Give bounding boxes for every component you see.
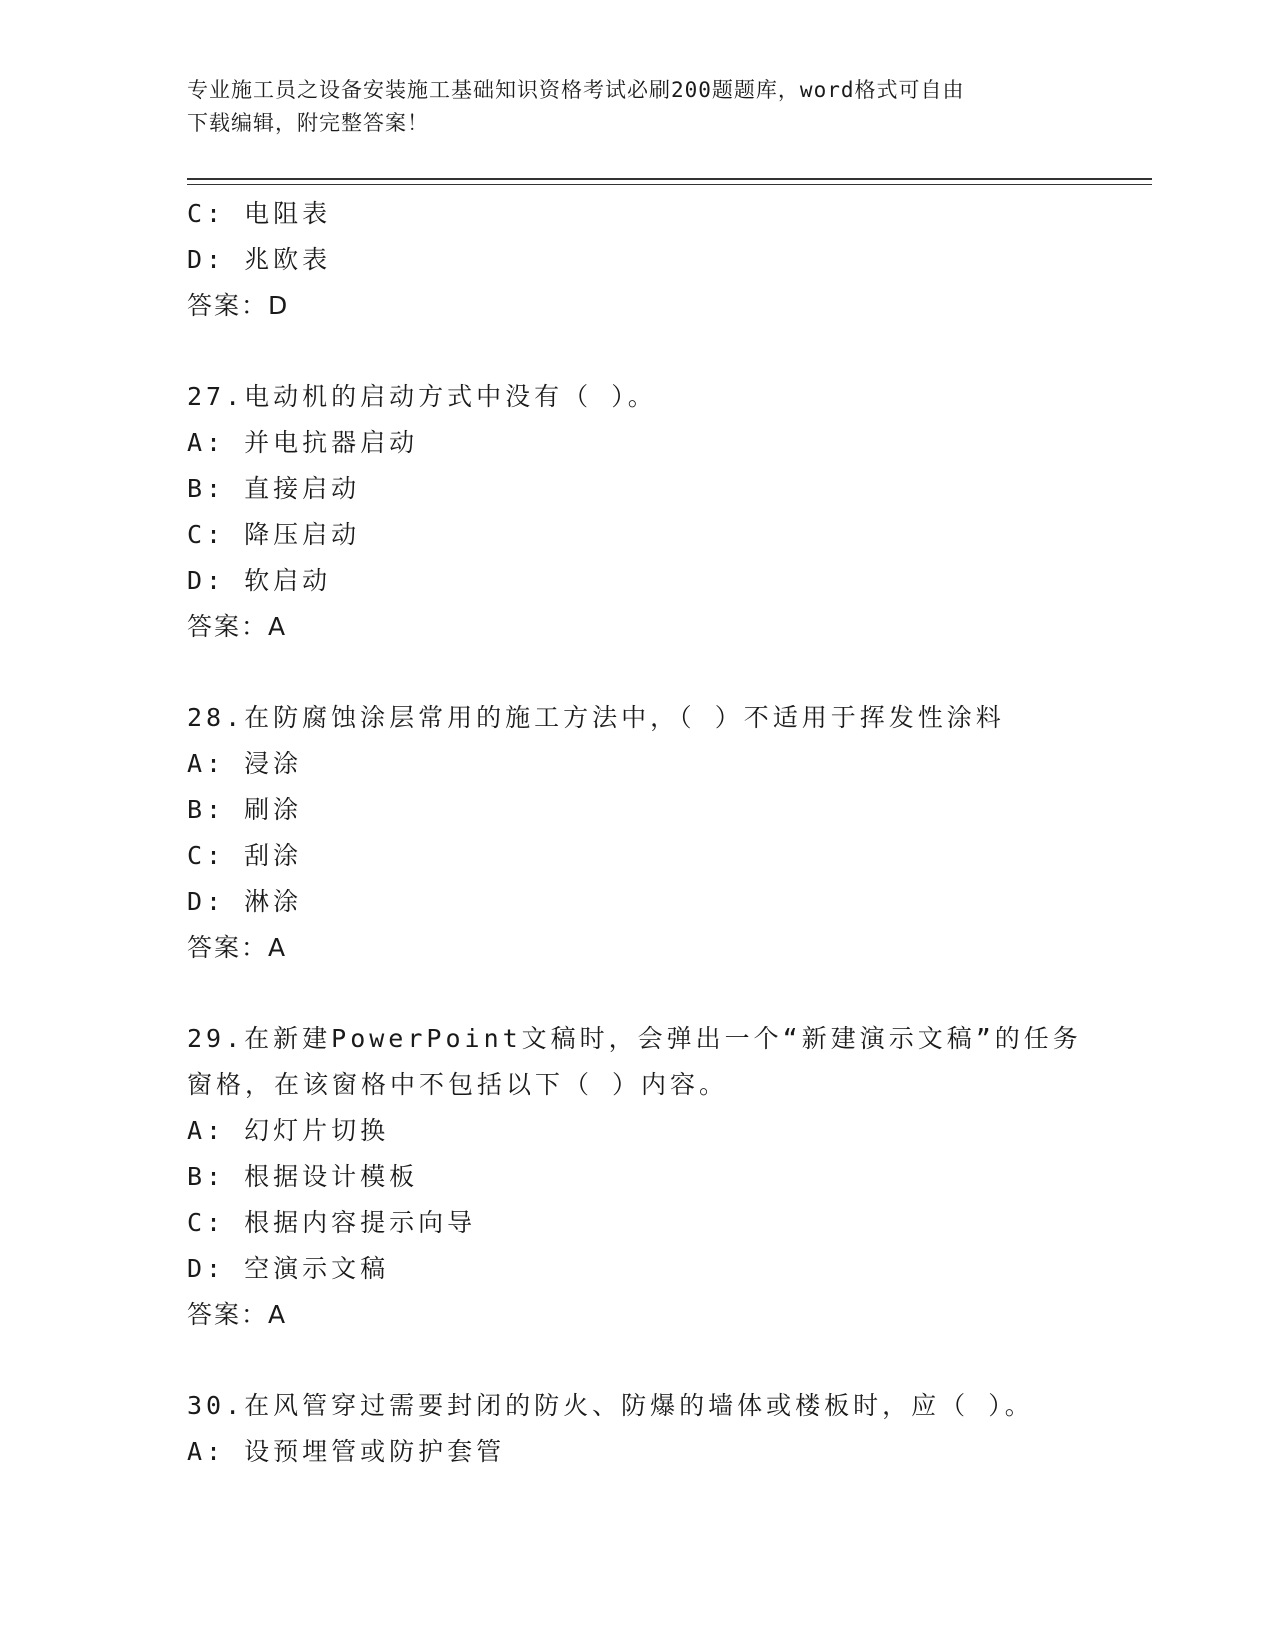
option-c: C: 根据内容提示向导 <box>187 1208 477 1237</box>
option-a: A: 设预埋管或防护套管 <box>187 1437 506 1466</box>
option-c: C: 刮涂 <box>187 841 303 870</box>
answer-line: 答案：A <box>187 933 288 962</box>
header-divider-thick <box>187 178 1152 180</box>
question-26-continued <box>187 191 1147 329</box>
option-a: A: 并电抗器启动 <box>187 428 419 457</box>
question-spacer <box>187 1338 1147 1383</box>
header-title-line-1: 专业施工员之设备安装施工基础知识资格考试必刷200题题库，word格式可自由 <box>187 78 965 102</box>
document-header <box>187 74 1087 140</box>
question-list <box>187 191 1147 1475</box>
question-29 <box>187 1016 1147 1338</box>
question-stem: 28.在防腐蚀涂层常用的施工方法中，（ ）不适用于挥发性涂料 <box>187 703 1005 732</box>
option-b: B: 直接启动 <box>187 474 361 503</box>
header-title-line-2: 下载编辑，附完整答案！ <box>187 111 429 135</box>
question-stem: 27.电动机的启动方式中没有（ ）。 <box>187 382 657 411</box>
option-b: B: 刷涂 <box>187 795 303 824</box>
question-spacer <box>187 329 1147 374</box>
answer-line: 答案：A <box>187 612 288 641</box>
question-stem: 30.在风管穿过需要封闭的防火、防爆的墙体或楼板时，应（ ）。 <box>187 1391 1034 1420</box>
question-30 <box>187 1383 1147 1475</box>
question-stem-line-1: 29.在新建PowerPoint文稿时，会弹出一个“新建演示文稿”的任务 <box>187 1024 1082 1053</box>
answer-line: 答案：D <box>187 291 290 320</box>
header-divider-thin <box>187 184 1152 185</box>
option-c: C: 电阻表 <box>187 199 332 228</box>
option-d: D: 淋涂 <box>187 887 303 916</box>
option-b: B: 根据设计模板 <box>187 1162 419 1191</box>
option-d: D: 空演示文稿 <box>187 1254 390 1283</box>
question-spacer <box>187 650 1147 695</box>
question-28 <box>187 695 1147 971</box>
question-stem-line-2: 窗格，在该窗格中不包括以下（ ）内容。 <box>187 1070 729 1099</box>
question-27 <box>187 374 1147 650</box>
question-spacer <box>187 971 1147 1016</box>
option-d: D: 兆欧表 <box>187 245 332 274</box>
option-c: C: 降压启动 <box>187 520 361 549</box>
option-d: D: 软启动 <box>187 566 332 595</box>
answer-line: 答案：A <box>187 1300 288 1329</box>
option-a: A: 浸涂 <box>187 749 303 778</box>
option-a: A: 幻灯片切换 <box>187 1116 390 1145</box>
